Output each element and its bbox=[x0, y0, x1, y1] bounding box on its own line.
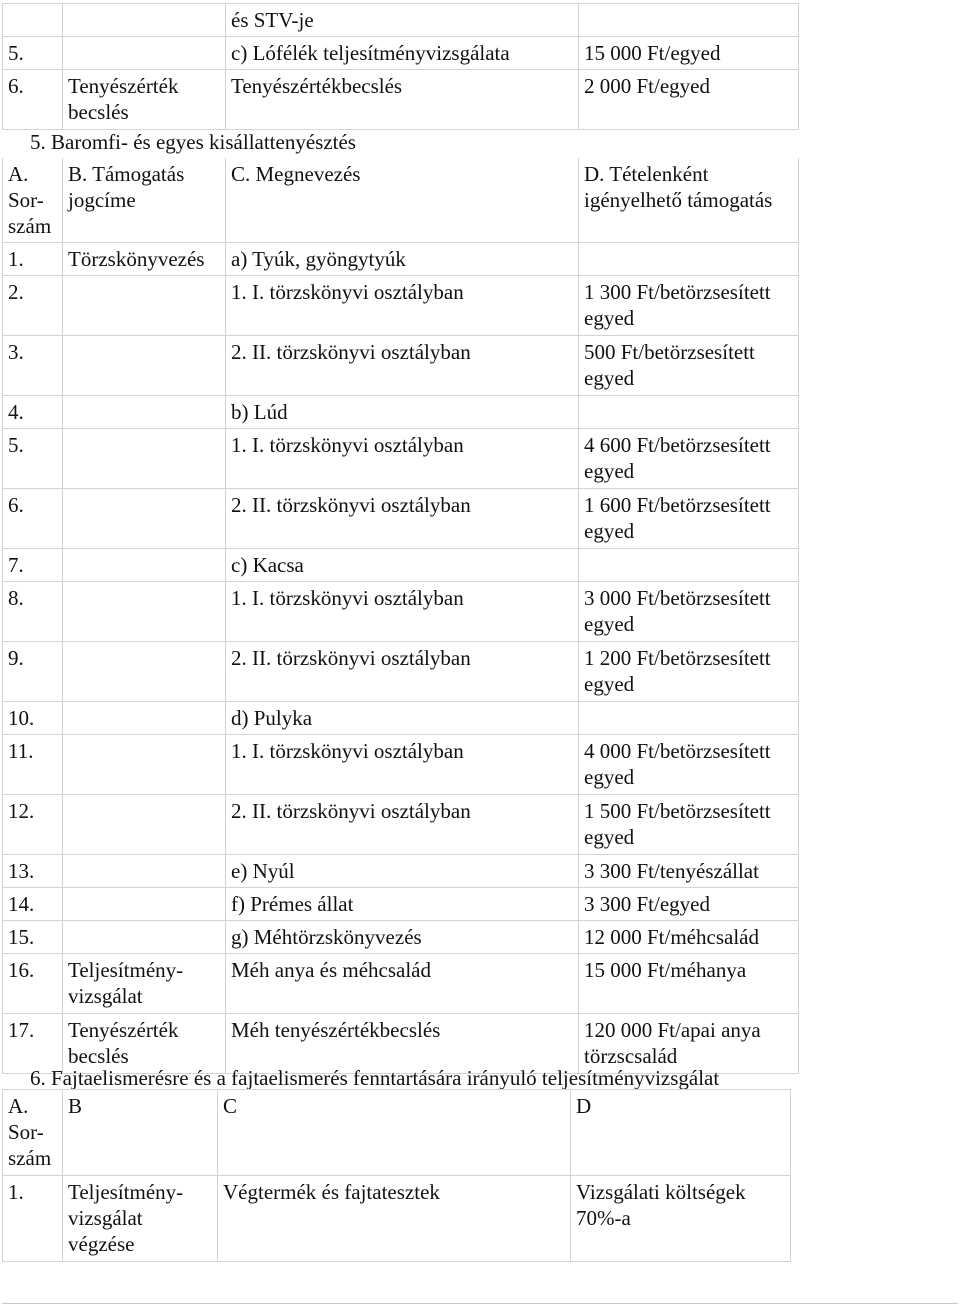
poultry-row bbox=[3, 243, 799, 276]
top-table-row bbox=[3, 70, 799, 130]
poultry-row bbox=[3, 582, 799, 642]
poultry-row bbox=[3, 735, 799, 795]
poultry-header-cell-c: C. Megnevezés bbox=[226, 158, 579, 243]
top-table-cell-c: Tenyészértékbecslés bbox=[226, 70, 579, 130]
poultry-cell-d: 120 000 Ft/apai anya törzscsalád bbox=[579, 1014, 799, 1074]
variety-rows bbox=[3, 1176, 791, 1262]
top-table-cell-a: 5. bbox=[3, 37, 63, 70]
top-table-cell-c: és STV-je bbox=[226, 4, 579, 37]
top-table-cell-d: 15 000 Ft/egyed bbox=[579, 37, 799, 70]
poultry-cell-c: g) Méhtörzskönyvezés bbox=[226, 921, 579, 954]
variety-cell-d: Vizsgálati költségek 70%-a bbox=[571, 1176, 791, 1262]
poultry-cell-b bbox=[63, 396, 226, 429]
poultry-cell-b bbox=[63, 795, 226, 855]
poultry-cell-b bbox=[63, 921, 226, 954]
poultry-cell-a: 11. bbox=[3, 735, 63, 795]
poultry-cell-b bbox=[63, 702, 226, 735]
top-table-cell-d bbox=[579, 4, 799, 37]
poultry-cell-c: Méh anya és méhcsalád bbox=[226, 954, 579, 1014]
poultry-row bbox=[3, 396, 799, 429]
poultry-cell-c: 1. I. törzskönyvi osztályban bbox=[226, 735, 579, 795]
poultry-cell-d bbox=[579, 396, 799, 429]
poultry-cell-d: 1 600 Ft/betörzsesített egyed bbox=[579, 489, 799, 549]
poultry-cell-a: 6. bbox=[3, 489, 63, 549]
poultry-cell-c: 2. II. törzskönyvi osztályban bbox=[226, 489, 579, 549]
poultry-cell-b bbox=[63, 276, 226, 336]
top-table-row bbox=[3, 4, 799, 37]
poultry-cell-a: 17. bbox=[3, 1014, 63, 1074]
poultry-row bbox=[3, 642, 799, 702]
poultry-cell-c: 1. I. törzskönyvi osztályban bbox=[226, 429, 579, 489]
poultry-cell-c: f) Prémes állat bbox=[226, 888, 579, 921]
poultry-cell-d: 1 300 Ft/betörzsesített egyed bbox=[579, 276, 799, 336]
poultry-cell-c: 2. II. törzskönyvi osztályban bbox=[226, 642, 579, 702]
poultry-header-cell-b: B. Támogatás jogcíme bbox=[63, 158, 226, 243]
poultry-row bbox=[3, 489, 799, 549]
poultry-cell-a: 4. bbox=[3, 396, 63, 429]
top-table-cell-b bbox=[63, 4, 226, 37]
top-table-cell-c: c) Lófélék teljesítményvizsgálata bbox=[226, 37, 579, 70]
poultry-header bbox=[3, 158, 799, 243]
poultry-row bbox=[3, 888, 799, 921]
section-6-title: 6. Fajtaelismerésre és a fajtaelismerés fenntartására irányuló teljesítményvizsgálat bbox=[30, 1066, 720, 1090]
poultry-cell-b bbox=[63, 336, 226, 396]
top-table-cell-d: 2 000 Ft/egyed bbox=[579, 70, 799, 130]
poultry-cell-a: 10. bbox=[3, 702, 63, 735]
variety-header-row bbox=[3, 1090, 791, 1176]
poultry-cell-a: 7. bbox=[3, 549, 63, 582]
poultry-header-row bbox=[3, 158, 799, 243]
variety-header-cell-d: D bbox=[571, 1090, 791, 1176]
poultry-cell-a: 3. bbox=[3, 336, 63, 396]
top-table-row bbox=[3, 37, 799, 70]
poultry-cell-d: 500 Ft/betörzsesített egyed bbox=[579, 336, 799, 396]
poultry-row bbox=[3, 921, 799, 954]
poultry-cell-c: Méh tenyészértékbecslés bbox=[226, 1014, 579, 1074]
variety-cell-a: 1. bbox=[3, 1176, 63, 1262]
poultry-row bbox=[3, 795, 799, 855]
poultry-cell-c: 1. I. törzskönyvi osztályban bbox=[226, 276, 579, 336]
top-table-cell-b bbox=[63, 37, 226, 70]
poultry-cell-a: 16. bbox=[3, 954, 63, 1014]
horse-section-rows bbox=[3, 4, 799, 130]
variety-table bbox=[2, 1089, 791, 1262]
poultry-cell-c: d) Pulyka bbox=[226, 702, 579, 735]
poultry-cell-b bbox=[63, 735, 226, 795]
variety-row bbox=[3, 1176, 791, 1262]
poultry-row bbox=[3, 702, 799, 735]
poultry-row bbox=[3, 336, 799, 396]
poultry-cell-a: 12. bbox=[3, 795, 63, 855]
poultry-cell-a: 13. bbox=[3, 855, 63, 888]
poultry-cell-c: e) Nyúl bbox=[226, 855, 579, 888]
poultry-cell-c: c) Kacsa bbox=[226, 549, 579, 582]
poultry-cell-b: Teljesítmény-vizsgálat bbox=[63, 954, 226, 1014]
poultry-cell-b: Tenyészérték becslés bbox=[63, 1014, 226, 1074]
poultry-cell-d: 4 000 Ft/betörzsesített egyed bbox=[579, 735, 799, 795]
variety-header bbox=[3, 1090, 791, 1176]
variety-header-cell-a: A. Sor-szám bbox=[3, 1090, 63, 1176]
poultry-row bbox=[3, 855, 799, 888]
poultry-cell-a: 5. bbox=[3, 429, 63, 489]
poultry-cell-d: 15 000 Ft/méhanya bbox=[579, 954, 799, 1014]
poultry-cell-d: 4 600 Ft/betörzsesített egyed bbox=[579, 429, 799, 489]
poultry-cell-a: 15. bbox=[3, 921, 63, 954]
poultry-cell-a: 8. bbox=[3, 582, 63, 642]
poultry-cell-b bbox=[63, 429, 226, 489]
poultry-cell-c: 1. I. törzskönyvi osztályban bbox=[226, 582, 579, 642]
poultry-cell-d bbox=[579, 243, 799, 276]
section-5-title: 5. Baromfi- és egyes kisállattenyésztés bbox=[30, 130, 356, 154]
variety-header-cell-c: C bbox=[218, 1090, 571, 1176]
poultry-header-cell-a: A. Sor-szám bbox=[3, 158, 63, 243]
variety-cell-b: Teljesítmény-vizsgálat végzése bbox=[63, 1176, 218, 1262]
poultry-header-cell-d: D. Tételenként igényelhető támogatás bbox=[579, 158, 799, 243]
poultry-cell-c: 2. II. törzskönyvi osztályban bbox=[226, 336, 579, 396]
poultry-cell-c: a) Tyúk, gyöngytyúk bbox=[226, 243, 579, 276]
poultry-cell-c: b) Lúd bbox=[226, 396, 579, 429]
top-table-cell-a: 6. bbox=[3, 70, 63, 130]
poultry-cell-b: Törzskönyvezés bbox=[63, 243, 226, 276]
poultry-cell-d: 3 300 Ft/tenyészállat bbox=[579, 855, 799, 888]
poultry-cell-c: 2. II. törzskönyvi osztályban bbox=[226, 795, 579, 855]
variety-cell-c: Végtermék és fajtatesztek bbox=[218, 1176, 571, 1262]
poultry-cell-d bbox=[579, 549, 799, 582]
poultry-cell-b bbox=[63, 642, 226, 702]
poultry-cell-a: 14. bbox=[3, 888, 63, 921]
poultry-row bbox=[3, 954, 799, 1014]
poultry-cell-b bbox=[63, 549, 226, 582]
poultry-row bbox=[3, 549, 799, 582]
poultry-cell-a: 9. bbox=[3, 642, 63, 702]
poultry-row bbox=[3, 429, 799, 489]
variety-header-cell-b: B bbox=[63, 1090, 218, 1176]
top-table-cell-a bbox=[3, 4, 63, 37]
poultry-cell-b bbox=[63, 582, 226, 642]
poultry-cell-d: 1 200 Ft/betörzsesített egyed bbox=[579, 642, 799, 702]
poultry-cell-d: 1 500 Ft/betörzsesített egyed bbox=[579, 795, 799, 855]
poultry-cell-d: 3 000 Ft/betörzsesített egyed bbox=[579, 582, 799, 642]
poultry-cell-b bbox=[63, 489, 226, 549]
poultry-cell-a: 1. bbox=[3, 243, 63, 276]
main-table bbox=[2, 3, 799, 1074]
top-table-cell-b: Tenyészérték becslés bbox=[63, 70, 226, 130]
poultry-rows bbox=[3, 243, 799, 1074]
poultry-cell-d: 12 000 Ft/méhcsalád bbox=[579, 921, 799, 954]
poultry-cell-a: 2. bbox=[3, 276, 63, 336]
poultry-cell-b bbox=[63, 855, 226, 888]
poultry-row bbox=[3, 276, 799, 336]
bottom-divider bbox=[2, 1303, 958, 1304]
poultry-cell-d: 3 300 Ft/egyed bbox=[579, 888, 799, 921]
poultry-cell-d bbox=[579, 702, 799, 735]
poultry-cell-b bbox=[63, 888, 226, 921]
